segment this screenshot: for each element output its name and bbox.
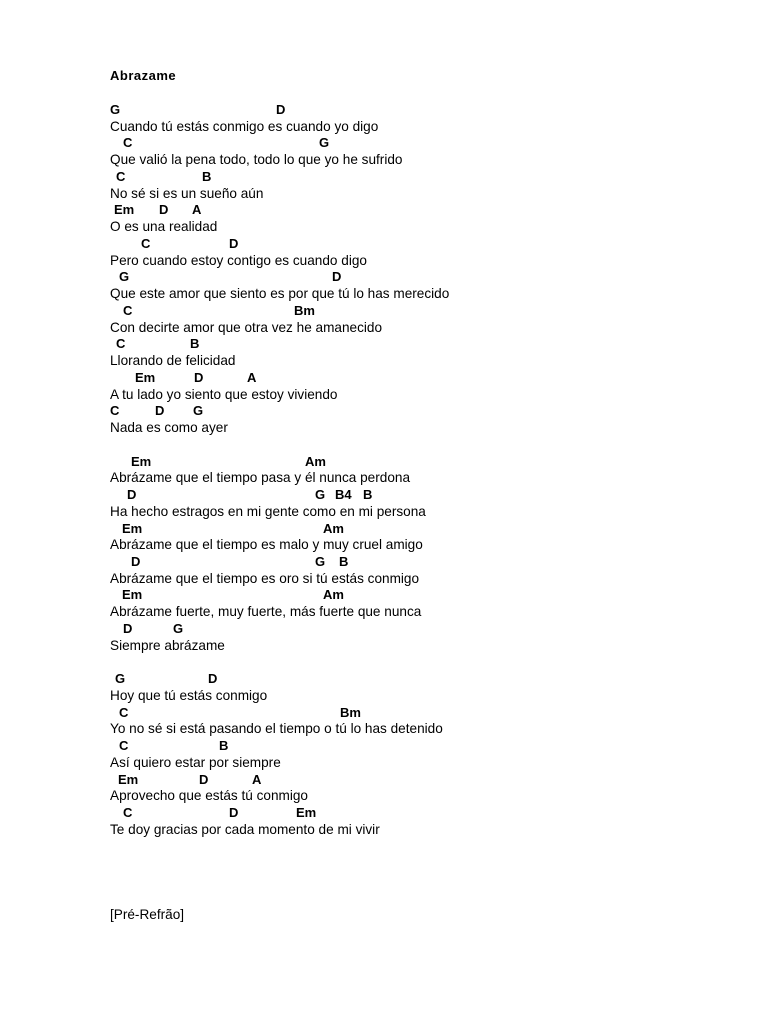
chord: D xyxy=(199,771,209,787)
chord-line xyxy=(110,236,750,253)
lyric-line: Llorando de felicidad xyxy=(110,353,236,369)
chord: Em xyxy=(131,453,152,469)
lyric-line: Abrázame fuerte, muy fuerte, más fuerte que nunca xyxy=(110,604,422,620)
lyric-line: Aprovecho que estás tú conmigo xyxy=(110,788,308,804)
chord: D xyxy=(208,671,218,687)
chord-line xyxy=(110,772,750,789)
chord: C xyxy=(119,738,129,754)
chord: Em xyxy=(122,520,143,536)
chord: G xyxy=(173,620,184,636)
chord: C xyxy=(123,135,133,151)
chord: Em xyxy=(114,202,135,218)
chord: G xyxy=(319,135,330,151)
chord-line xyxy=(110,805,750,822)
chord: C xyxy=(123,805,133,821)
lyric-line: Abrázame que el tiempo pasa y él nunca perdona xyxy=(110,470,411,486)
title-gap xyxy=(110,86,750,102)
lyric-line: Nada es como ayer xyxy=(110,420,228,436)
chord: B xyxy=(219,738,229,754)
section-gap xyxy=(110,654,750,671)
lyric-line: Cuando tú estás conmigo es cuando yo digo xyxy=(110,118,379,134)
lyric-line: Abrázame que el tiempo es oro si tú estás conmigo xyxy=(110,570,420,586)
lyric-line: Abrázame que el tiempo es malo y muy cruel amigo xyxy=(110,537,423,553)
section-gap xyxy=(110,437,750,454)
chord: A xyxy=(247,369,257,385)
chord: Am xyxy=(323,587,344,603)
chord-line xyxy=(110,738,750,755)
chord: C xyxy=(119,704,129,720)
chord: C xyxy=(123,302,133,318)
chord-line xyxy=(110,135,750,152)
lyric-line: Con decirte amor que otra vez he amanecido xyxy=(110,319,383,335)
chord: B xyxy=(202,168,212,184)
lyric-line: Siempre abrázame xyxy=(110,637,225,653)
lyric-line: Yo no sé si está pasando el tiempo o tú lo has detenido xyxy=(110,721,443,737)
chord: D xyxy=(131,553,141,569)
song-sheet xyxy=(110,66,750,839)
chord: B xyxy=(339,553,349,569)
chord-line xyxy=(110,587,750,604)
chord-line xyxy=(110,102,750,119)
chord: D xyxy=(276,102,286,117)
chord: A xyxy=(252,771,262,787)
lyric-line: O es una realidad xyxy=(110,219,218,235)
chord: G xyxy=(315,553,326,569)
chord: C xyxy=(116,336,126,352)
chord: D xyxy=(229,235,239,251)
chord: D xyxy=(127,487,137,503)
lyric-line: Hoy que tú estás conmigo xyxy=(110,687,268,703)
lyric-line: Que este amor que siento es por que tú lo has merecido xyxy=(110,286,450,302)
chord: A xyxy=(192,202,202,218)
chord: D xyxy=(155,403,165,419)
chord-line xyxy=(110,521,750,538)
chord: D xyxy=(123,620,133,636)
chord: C xyxy=(141,235,151,251)
chord: Bm xyxy=(294,302,315,318)
chord-line xyxy=(110,621,750,638)
lyric-line: Te doy gracias por cada momento de mi vivir xyxy=(110,821,380,837)
song-title: Abrazame xyxy=(110,68,177,83)
chord: B xyxy=(190,336,200,352)
chord: Em xyxy=(118,771,139,787)
chord: D xyxy=(332,269,342,285)
lyric-line: No sé si es un sueño aún xyxy=(110,185,264,201)
lyric-line: Ha hecho estragos en mi gente como en mi persona xyxy=(110,503,426,519)
chord-line xyxy=(110,269,750,286)
chord-line xyxy=(110,303,750,320)
lyric-line: Que valió la pena todo, todo lo que yo he sufrido xyxy=(110,152,403,168)
chord: C xyxy=(116,168,126,184)
chord: G xyxy=(115,671,126,687)
chord: Am xyxy=(323,520,344,536)
chord-line xyxy=(110,671,750,688)
chord-line xyxy=(110,336,750,353)
chord-line xyxy=(110,169,750,186)
chord: G xyxy=(315,487,326,503)
chord: C xyxy=(110,403,120,419)
chord-line xyxy=(110,202,750,219)
chord: G xyxy=(110,102,121,117)
chord: D xyxy=(159,202,169,218)
chord-line xyxy=(110,487,750,504)
chord: B4 xyxy=(335,487,352,503)
chord: G xyxy=(119,269,130,285)
chord-line xyxy=(110,554,750,571)
chord-line xyxy=(110,705,750,722)
song-sections xyxy=(110,102,750,839)
chord-line xyxy=(110,370,750,387)
chord-line xyxy=(110,454,750,471)
chord: G xyxy=(193,403,204,419)
chord-line xyxy=(110,403,750,420)
lyric-line: Pero cuando estoy contigo es cuando digo xyxy=(110,252,367,268)
chord: Bm xyxy=(340,704,361,720)
chord: Em xyxy=(122,587,143,603)
section-marker: [Pré-Refrão] xyxy=(110,907,185,922)
chord: Am xyxy=(305,453,326,469)
chord: Em xyxy=(296,805,317,821)
lyric-line: Así quiero estar por siempre xyxy=(110,754,281,770)
chord: Em xyxy=(135,369,156,385)
chord: D xyxy=(194,369,204,385)
chord: B xyxy=(363,487,373,503)
lyric-line: A tu lado yo siento que estoy viviendo xyxy=(110,386,338,402)
chord: D xyxy=(229,805,239,821)
